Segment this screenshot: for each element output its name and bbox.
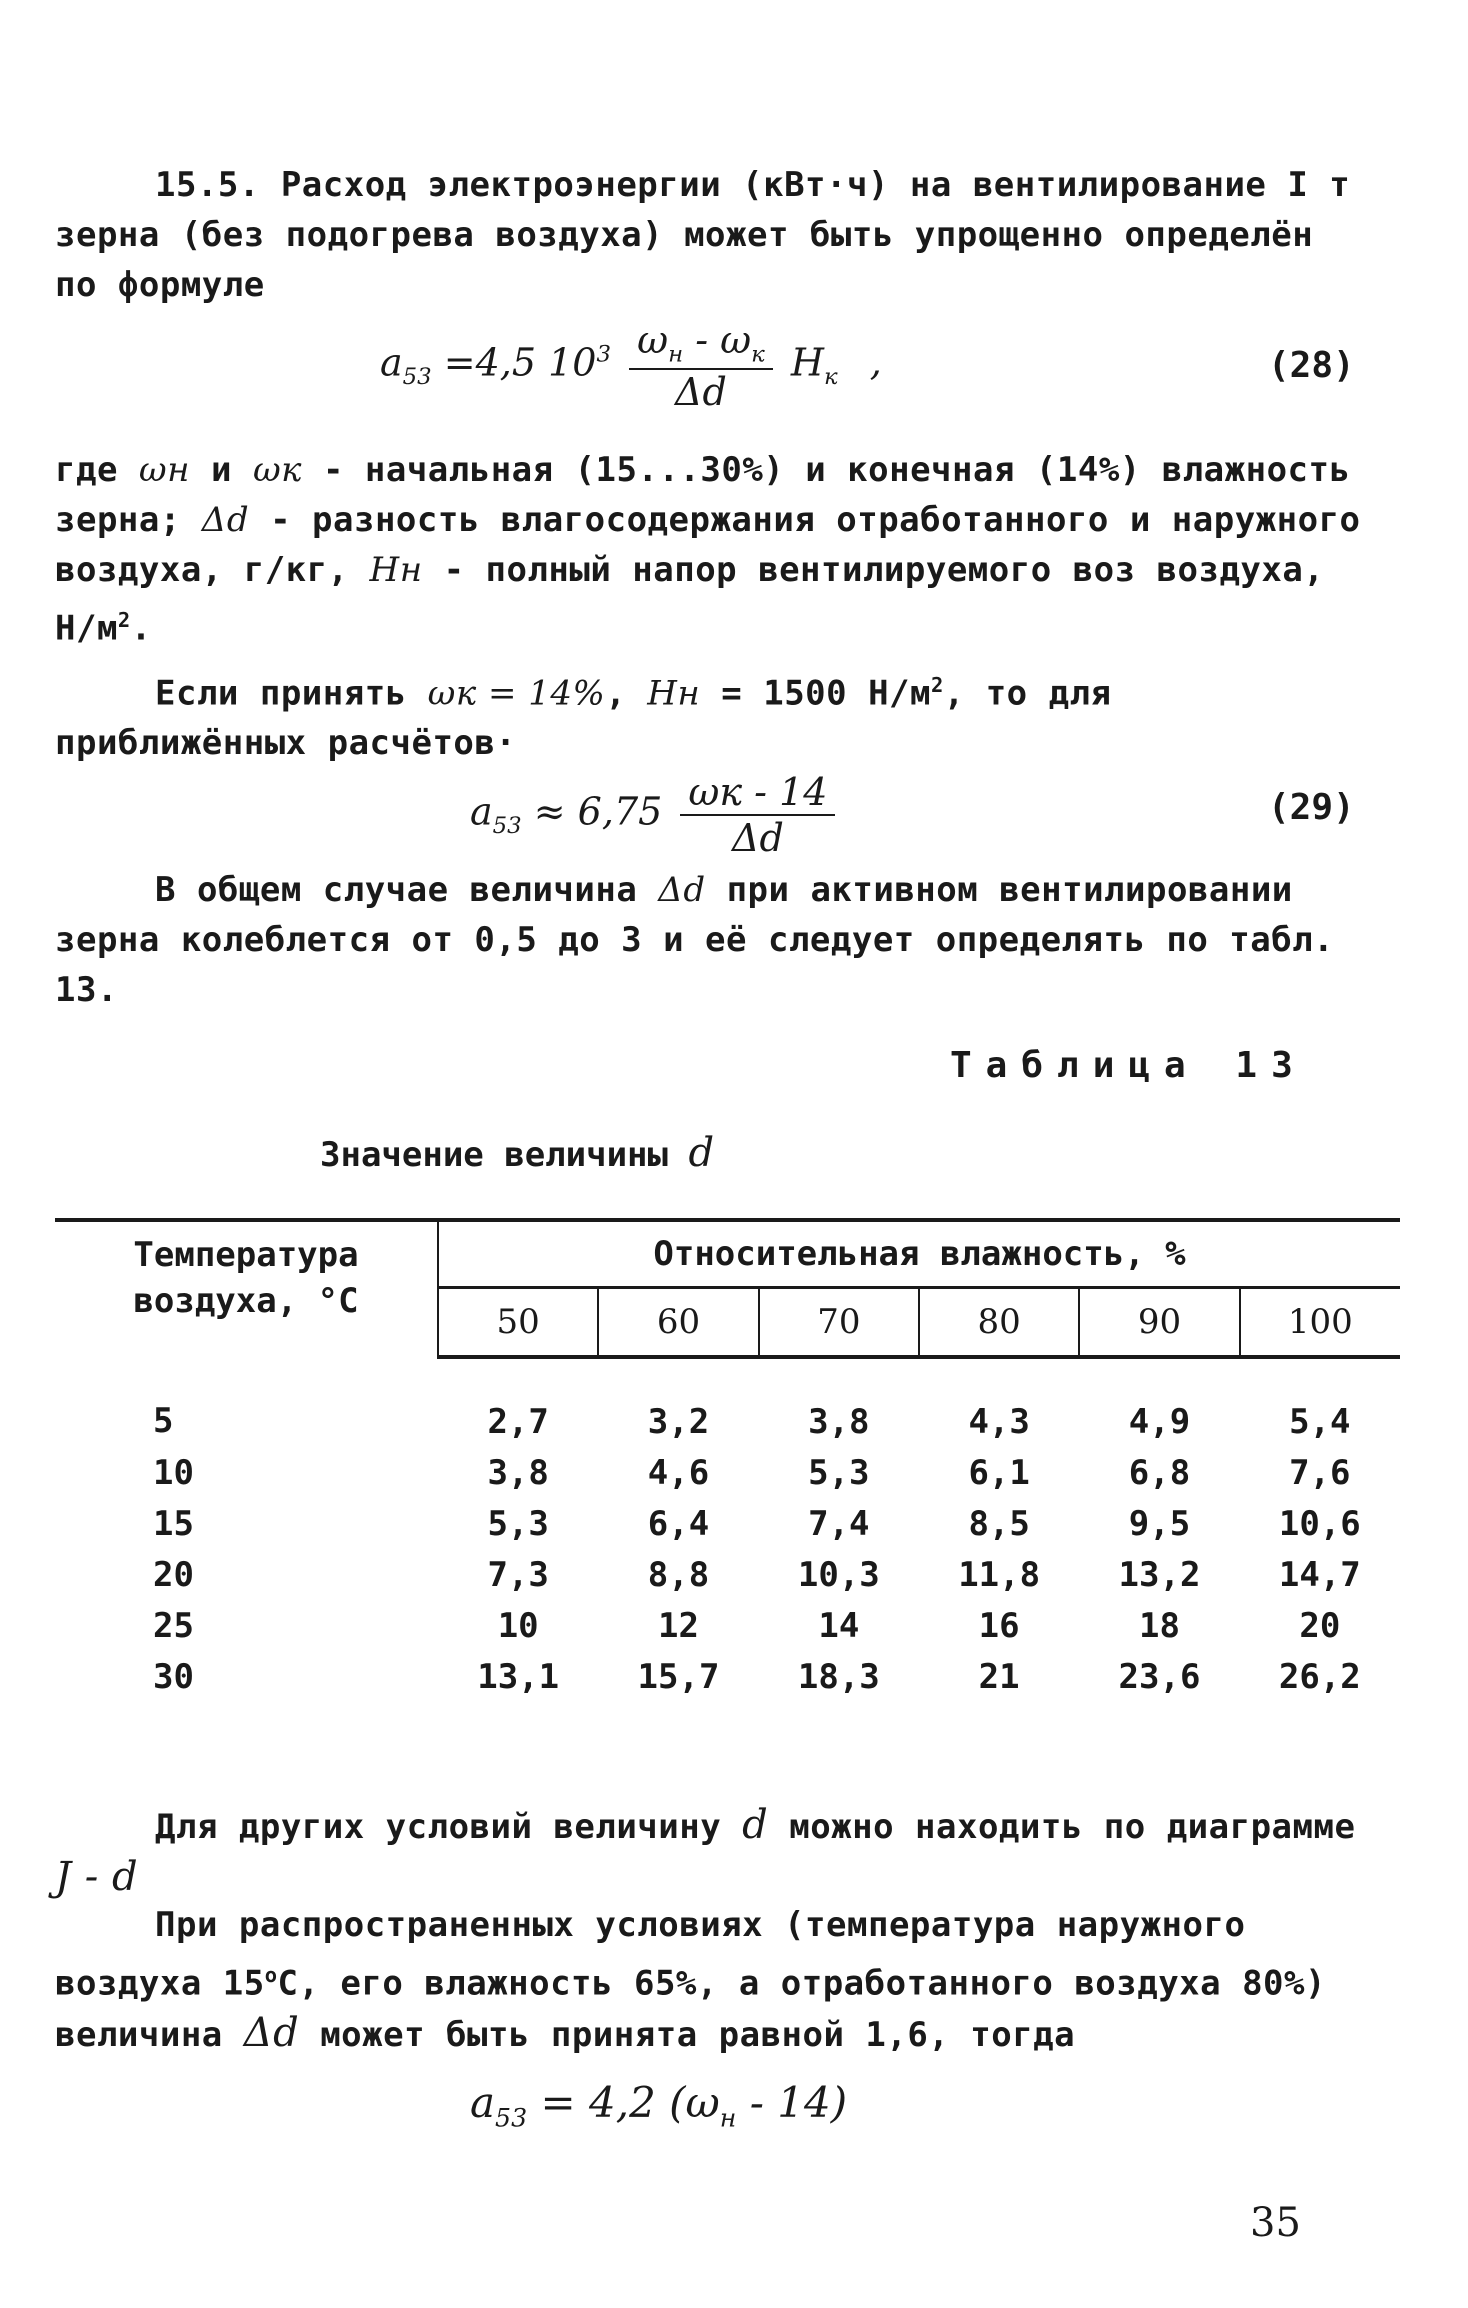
symbol-omega-n: ωн [138,450,191,490]
table-cell: 14,7 [1278,1554,1361,1595]
table-caption: Таблица 13 [950,1045,1307,1086]
formula-28-numerator: $\omega_н - \omega_к$ [629,318,773,370]
table-cell: 12 [658,1605,699,1646]
table-subtitle [320,1130,714,1176]
table-cell: 3,8 [487,1452,549,1493]
table-row [55,1447,1400,1498]
table-cell: 10,3 [797,1554,880,1595]
table-cell: 18,3 [797,1656,880,1697]
table-cell: 20 [1299,1605,1341,1646]
table-cell: 4,3 [968,1401,1030,1442]
symbol-delta-d-3: Δd [243,2010,300,2057]
formula-29-denominator: Δd [732,816,784,860]
symbol-delta-d: Δd [201,500,250,540]
table-cell: 3,2 [647,1401,710,1442]
paragraph-15-5-text: 15.5. Расход электроэнергии (кВт·ч) на вентилирование I т зерна (без подогрева воздуха) может быть упрощенно определён по формуле [55,165,1351,305]
row-temp: 5 [153,1400,174,1441]
equation-number-29: (29) [1268,787,1355,828]
symbol-j-d: J - d [55,1854,139,1900]
table-cell: 5,4 [1289,1401,1351,1442]
formula-28-fraction [629,318,773,414]
paragraph-common-conditions: При распространенных условиях (температура наружного воздуха $15^оС$, его влажность 65%, а отработанного воздуха 80%) величина Δd может быть принята равной 1,6, тогда [55,1905,1326,2057]
table-cell: 21 [978,1656,1020,1697]
row-temp: 15 [153,1503,194,1544]
paragraph-if: Если принять ωк = 14%, Hн = 1500 $Н/м^2$, то для приближённых расчётов· [55,673,1112,764]
table-cell: 13,2 [1118,1554,1201,1595]
table-cell: 4,6 [647,1452,710,1493]
table-cell: 3,8 [808,1401,870,1442]
table-cell: 7,4 [808,1503,870,1544]
table-row [55,1357,1400,1447]
formula-final: $a_{53} = 4,2$ $(\omega_н - 14)$ [470,2078,848,2133]
equation-number-28: (28) [1268,345,1355,386]
table-row [55,1498,1400,1549]
table-cell: 6,1 [968,1452,1030,1493]
table-cell: 23,6 [1118,1656,1201,1697]
symbol-h-n: Hн [369,550,423,590]
paragraph-15-5 [55,160,1375,310]
page-number: 35 [1250,2200,1301,2246]
header-col-100: 100 [1240,1288,1400,1358]
table-cell: 4,9 [1128,1401,1191,1442]
table-cell: 5,3 [808,1452,870,1493]
formula-28-tail: H [790,340,824,385]
header-col-70: 70 [759,1288,919,1358]
table-cell: 16 [978,1605,1020,1646]
formula-28-lhs-sub: 53 [402,363,432,390]
table-subtitle-text: Значение величины [320,1135,668,1175]
table-cell: 8,5 [968,1503,1030,1544]
row-temp: 20 [153,1554,194,1595]
symbol-delta-d-2: Δd [658,870,706,910]
table-cell: 2,7 [487,1401,549,1442]
header-relative-humidity: Относительная влажность, % [438,1220,1400,1288]
formula-29: $a_{53} \approx 6,75$ $\frac{\omega к - 14}{\Delta d}$ [470,770,841,860]
symbol-d: d [742,1802,769,1848]
formula-28-tail-sub: к [823,363,838,390]
formula-28-exp: 3 [596,341,611,368]
formula-29-coef: ≈ 6,75 [533,789,663,834]
table-cell: 26,2 [1278,1656,1361,1697]
table-cell: 8,8 [647,1554,710,1595]
table-cell: 10 [497,1605,539,1646]
symbol-omega-k-14: ωк = 14% [427,673,606,714]
symbol-h-n-2: Hн [647,673,701,714]
formula-29-numerator: ωк - 14 [680,770,835,816]
table-cell: 6,8 [1128,1452,1191,1493]
table-row [55,1651,1400,1702]
paragraph-where: где ωн и ωк - начальная (15...30%) и конечная (14%) влажность зерна; Δd - разность влагосодержания отработанного и наружного воздуха, г/кг, Hн - полный напор вентилируемого воз воздуха, $Н/м^2$. [55,450,1361,649]
table-subtitle-symbol: d [688,1130,715,1176]
header-col-90: 90 [1079,1288,1239,1358]
paragraph-general-case: В общем случае величина Δd при активном вентилировании зерна колеблется от 0,5 до 3 и её следует определять по табл. 13. [55,870,1335,1010]
table-cell: 9,5 [1128,1503,1191,1544]
table-cell: 6,4 [647,1503,710,1544]
row-temp: 30 [153,1656,194,1697]
formula-28-comma: , [869,340,882,385]
table-cell: 7,6 [1289,1452,1351,1493]
table-cell: 5,3 [487,1503,549,1544]
formula-28-coef: =4,5 10 [443,340,597,385]
header-temperature: Температура воздуха, °С [55,1220,438,1357]
table-13 [55,1218,1400,1702]
paragraph-other-conditions: Для других условий величину d можно находить по диаграмме J - d [55,1802,1356,1900]
row-temp: 10 [153,1452,194,1493]
header-col-60: 60 [598,1288,758,1358]
table-cell: 11,8 [958,1554,1041,1595]
table-row [55,1549,1400,1600]
header-col-80: 80 [919,1288,1079,1358]
table-cell: 7,3 [487,1554,549,1595]
formula-28-denominator: Δd [675,369,727,414]
formula-28 [380,318,882,414]
table-cell: 15,7 [637,1656,720,1697]
formula-28-lhs: a [380,340,403,385]
table-cell: 18 [1139,1605,1180,1646]
table-cell: 10,6 [1278,1503,1361,1544]
table-cell: 13,1 [477,1656,560,1697]
table-row [55,1600,1400,1651]
header-col-50: 50 [438,1288,598,1358]
table-cell: 14 [818,1605,860,1646]
symbol-omega-k: ωк [252,450,302,490]
row-temp: 25 [153,1605,194,1646]
formula-29-fraction [680,770,835,860]
